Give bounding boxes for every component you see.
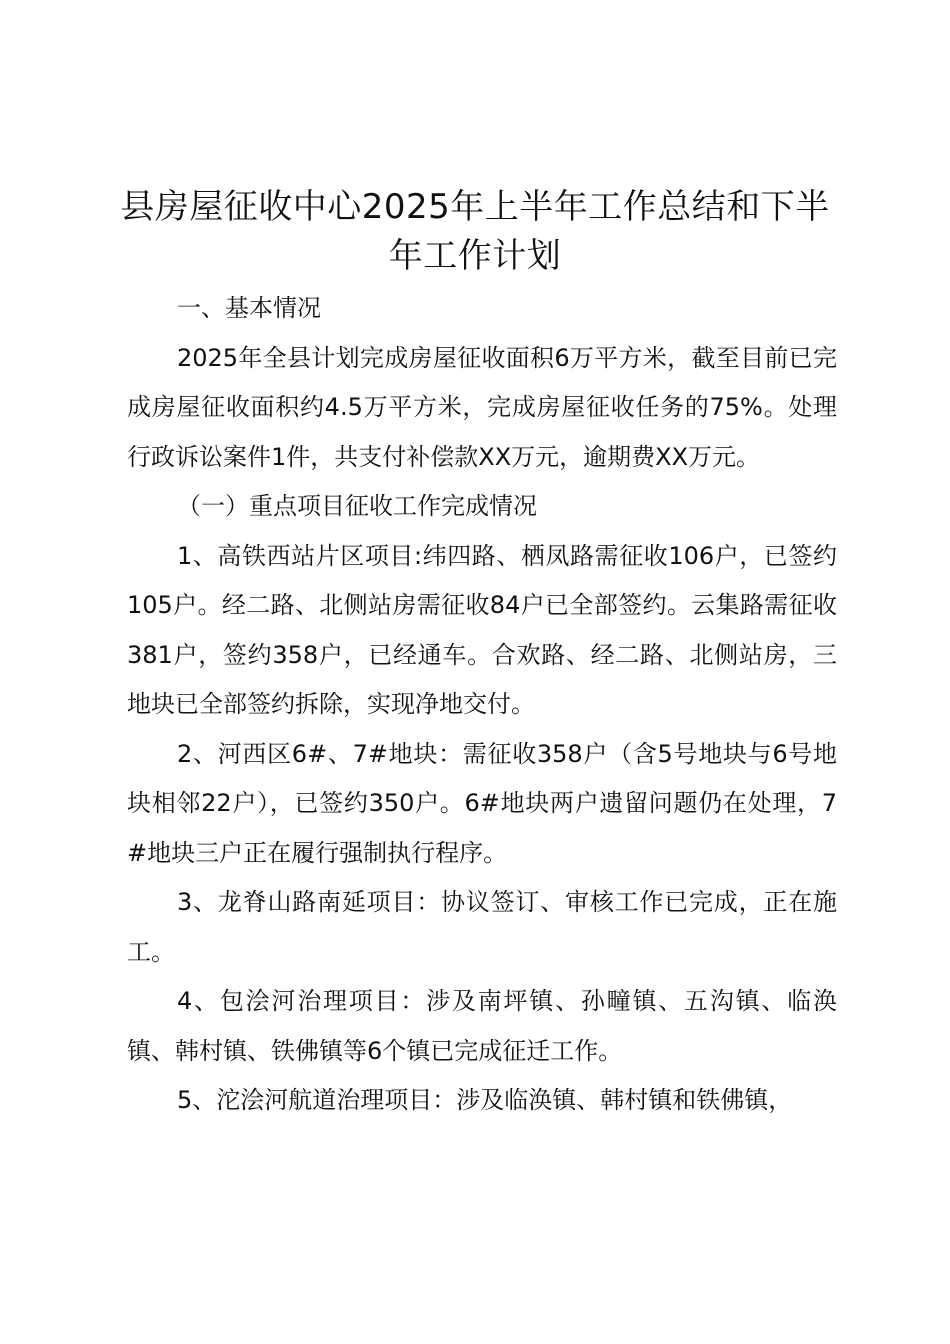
paragraph-item-5: 5、沱浍河航道治理项目：涉及临涣镇、韩村镇和铁佛镇，	[177, 1086, 793, 1114]
paragraph-item-3: 3、龙脊山路南延项目：协议签订、审核工作已完成，正在施工。	[127, 888, 837, 966]
section-heading-basic-situation: 一、基本情况	[177, 294, 321, 322]
paragraph-overview: 2025年全县计划完成房屋征收面积6万平方米，截至目前已完成房屋征收面积约4.5万平方米，完成房屋征收任务的75%。处理行政诉讼案件1件，共支付补偿款XX万元，逾期费XX万元。	[127, 343, 837, 471]
paragraph-item-1: 1、高铁西站片区项目:纬四路、栖凤路需征收106户，已签约105户。经二路、北侧站房需征收84户已全部签约。云集路需征收381户，签约358户，已经通车。合欢路、经二路、北侧站房，三地块已全部签约拆除，实现净地交付。	[127, 541, 837, 718]
paragraph-item-4: 4、包浍河治理项目：涉及南坪镇、孙疃镇、五沟镇、临涣镇、韩村镇、铁佛镇等6个镇已完成征迁工作。	[127, 987, 837, 1065]
document-title: 县房屋征收中心2025年上半年工作总结和下半年工作计划	[120, 187, 830, 276]
subsection-heading-key-projects: （一）重点项目征收工作完成情况	[177, 492, 537, 520]
paragraph-item-2: 2、河西区6#、7#地块：需征收358户（含5号地块与6号地块相邻22户），已签约350户。6#地块两户遗留问题仍在处理，7#地块三户正在履行强制执行程序。	[127, 739, 837, 867]
document-body	[127, 284, 837, 1126]
